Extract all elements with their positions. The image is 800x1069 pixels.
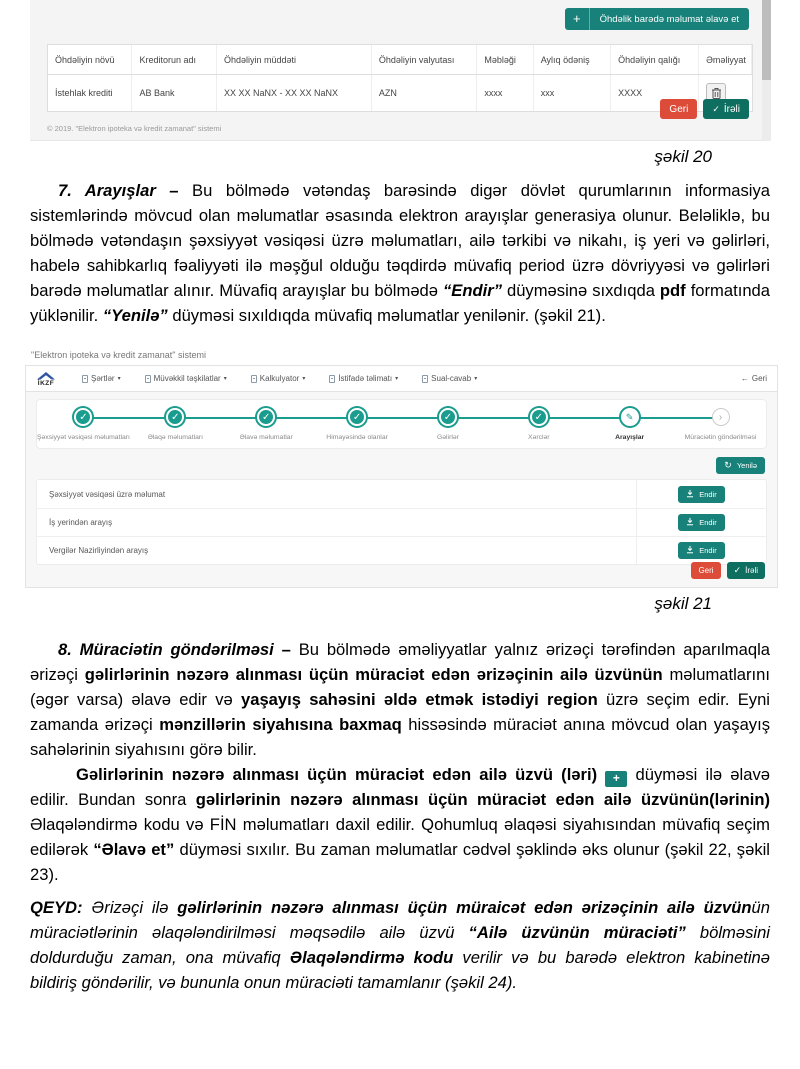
stepper-step <box>37 408 130 441</box>
column-header: Öhdəliyin müddəti <box>217 45 372 74</box>
add-obligation-button[interactable] <box>565 8 749 30</box>
check-icon[interactable]: ✓ <box>530 408 548 426</box>
document-icon <box>251 375 257 383</box>
paragraph-8-continued <box>30 762 770 887</box>
check-icon[interactable]: ✓ <box>348 408 366 426</box>
logo-text: İKZF <box>37 379 55 387</box>
step-label: Şəxsiyyət vəsiqəsi məlumatları <box>37 434 130 441</box>
figure20-actions <box>660 99 749 119</box>
documents-card <box>36 479 767 565</box>
figure21-body <box>25 392 778 588</box>
column-header: Kreditorun adı <box>132 45 216 74</box>
text-segment: Əlaqələndirmə kodu və FİN məlumatları daxil edilir. Qohumluq əlaqəsi siyahısından müvafiq seçim edilərək <box>30 815 770 859</box>
back-button[interactable]: Geri <box>660 99 697 119</box>
obligations-table <box>47 44 753 112</box>
caret-down-icon: ▾ <box>302 376 306 382</box>
window-title: "Elektron ipoteka və kredit zamanat" sistemi <box>31 350 206 360</box>
figure21-caption: şəkil 21 <box>654 594 712 613</box>
document-icon <box>329 375 335 383</box>
paragraph-8 <box>30 637 770 762</box>
next-label: İrəli <box>745 566 758 575</box>
text-segment: “Əlavə et” <box>93 840 175 859</box>
pencil-icon[interactable]: ✎ <box>621 408 639 426</box>
column-header: Məbləği <box>477 45 533 74</box>
nav-menu-item[interactable]: Müvəkkil təşkilatlar ▾ <box>145 374 227 383</box>
document-label: Vergilər Nazirliyindən arayış <box>49 546 149 555</box>
scrollbar-thumb[interactable] <box>762 0 771 80</box>
refresh-icon: ↻ <box>724 460 732 470</box>
table-cell: XX XX NaNX - XX XX NaNX <box>217 75 372 111</box>
next-label: İrəli <box>723 103 740 115</box>
paragraph-7 <box>30 178 770 328</box>
document-action-cell <box>636 537 766 564</box>
check-icon: ✓ <box>733 565 742 575</box>
download-icon <box>686 545 694 556</box>
caret-down-icon: ▾ <box>474 376 478 382</box>
document-icon <box>82 375 88 383</box>
step-label: Müraciətin göndərilməsi <box>684 434 757 441</box>
stepper-step <box>221 408 312 441</box>
text-segment: 7. Arayışlar <box>58 181 170 200</box>
table-header-row <box>48 45 752 75</box>
text-segment: gəlirlərinin nəzərə alınması üçün müraciət edən ailə üzvünün(lərinin) <box>195 790 770 809</box>
roof-icon <box>36 371 56 380</box>
text-segment: üzrə seçim edir. Eyni zamanda ərizəçi <box>30 690 770 734</box>
check-icon[interactable]: ✓ <box>257 408 275 426</box>
refresh-label: Yenilə <box>736 461 757 470</box>
caret-down-icon: ▾ <box>117 376 121 382</box>
text-segment: gəlirlərinin nəzərə alınması üçün müraciət edən ərizəçinin ailə üzvünün <box>84 665 663 684</box>
download-button[interactable]: Endir <box>678 514 725 531</box>
refresh-button[interactable] <box>716 457 765 474</box>
text-segment: “Ailə üzvünün müraciəti” <box>468 923 686 942</box>
nav-back-label: Geri <box>751 374 767 383</box>
document-row <box>37 536 766 564</box>
text-segment: düyməsi sıxılır. Bu zaman məlumatlar cədvəl şəklində əks olunur (şəkil 22, şəkil 23). <box>30 840 770 884</box>
text-segment: Bu bölmədə vətəndaş barəsində digər dövlət qurumlarının informasiya sistemlərində mövcud olan məlumatlar əsasında elektron arayışlar generasiya olunur. Beləliklə, bu bölmədə vətəndaşın şəxsiyyət vəsiqəsi üzrə məlumatları, ailə tərkibi və nikahı, iş yeri və gəlirləri, habelə sahibkarlıq fəaliyyəti ilə məşğul olduğu təqdirdə müvafiq period üzrə dövriyyəsi və gəlirləri barədə məlumatlar alınır. Müvafiq arayışlar bu bölmədə <box>30 181 771 300</box>
text-segment: “Endir” <box>442 281 502 300</box>
text-segment: Əlaqələndirmə kodu <box>289 948 454 967</box>
check-icon[interactable]: ✓ <box>166 408 184 426</box>
download-icon <box>686 517 694 528</box>
step-label: Əlaqə məlumatları <box>147 434 204 441</box>
document-action-cell <box>636 509 766 536</box>
document-label: Şəxsiyyət vəsiqəsi üzrə məlumat <box>49 489 166 499</box>
document-icon <box>422 375 428 383</box>
copyright-text: © 2019. "Elektron ipoteka və kredit zamanat" sistemi <box>47 124 222 133</box>
nav-menu-item[interactable]: Kalkulyator ▾ <box>251 374 306 383</box>
arrow-left-icon: ← <box>740 374 749 383</box>
document-row <box>37 508 766 536</box>
download-button[interactable]: Endir <box>678 542 725 559</box>
text-segment: formatında yüklənilir. <box>30 281 771 325</box>
download-button[interactable]: Endir <box>678 486 725 503</box>
note-paragraph <box>30 895 770 995</box>
table-cell: XXXX <box>611 75 699 111</box>
check-icon[interactable]: ✓ <box>74 408 92 426</box>
progress-stepper <box>36 399 767 449</box>
text-segment: Gəlirlərinin nəzərə alınması üçün müraciət edən ailə üzvü (ləri) <box>76 765 606 784</box>
stepper-step <box>493 408 584 441</box>
document-icon <box>145 375 151 383</box>
plus-icon: + <box>565 8 590 30</box>
text-segment: – <box>169 181 193 200</box>
stepper-step <box>312 408 403 441</box>
nav-menu-item[interactable]: Sual-cavab ▾ <box>422 374 477 383</box>
text-segment: yaşayış sahəsini əldə etmək istədiyi region <box>240 690 598 709</box>
text-segment: verilir və bu barədə elektron kabinetinə bildiriş göndərilir, və bununla onun müraciəti tamamlanır (şəkil 24). <box>30 948 770 992</box>
column-header: Aylıq ödəniş <box>534 45 611 74</box>
text-segment: 8. Müraciətin göndərilməsi <box>58 640 282 659</box>
chevron-right-icon[interactable]: › <box>712 408 730 426</box>
scrollbar-track[interactable] <box>762 0 771 141</box>
text-segment: düyməsi ilə əlavə edilir. Bundan sonra <box>30 765 770 809</box>
column-header: Öhdəliyin valyutası <box>372 45 478 74</box>
column-header: Öhdəliyin növü <box>48 45 132 74</box>
table-cell: AZN <box>372 75 478 111</box>
document-label: İş yerindən arayış <box>49 518 113 527</box>
column-header: Əməliyyat <box>699 45 752 74</box>
stepper-step <box>584 408 675 441</box>
stepper-step <box>130 408 221 441</box>
trash-icon <box>711 87 722 100</box>
step-label: Əlavə məlumatlar <box>239 434 293 441</box>
text-segment: mənzillərin siyahısına baxmaq <box>159 715 402 734</box>
text-segment: məlumatlarını (əgər varsa) əlavə edir və <box>30 665 770 709</box>
figure20-screenshot <box>30 0 771 141</box>
download-icon <box>686 489 694 500</box>
table-cell: xxxx <box>477 75 533 111</box>
check-icon: ✓ <box>712 103 720 114</box>
text-segment: düyməsinə sıxdıqda <box>502 281 660 300</box>
inline-add-family-member-button[interactable]: + <box>605 771 627 787</box>
back-button[interactable]: Geri <box>691 562 720 579</box>
step-label: Xərclər <box>528 434 550 441</box>
step-label: Arayışlar <box>615 434 645 441</box>
caret-down-icon: ▾ <box>395 376 399 382</box>
table-cell: İstehlak krediti <box>48 75 132 111</box>
text-segment: hissəsində müraciət anına mövcud olan yaşayış sahələrinin siyahısını görə bilir. <box>30 715 770 759</box>
next-button[interactable] <box>703 99 749 119</box>
figure20-caption: şəkil 20 <box>654 147 712 166</box>
text-segment: Ərizəçi ilə <box>91 898 178 917</box>
figure21-screenshot <box>25 347 778 587</box>
refresh-row <box>36 457 765 474</box>
document-action-cell <box>636 480 766 508</box>
text-segment: QEYD: <box>30 898 92 917</box>
nav-back-link[interactable] <box>741 374 767 383</box>
step-label: Himayəsində olanlar <box>326 434 388 441</box>
text-segment: gəlirlərinin nəzərə alınması üçün müraicət edən ərizəçinin ailə üzvün <box>177 898 752 917</box>
text-segment: – <box>281 640 299 659</box>
next-button[interactable] <box>727 562 765 579</box>
ikzf-logo[interactable] <box>36 371 56 387</box>
add-obligation-label: Öhdəlik barədə məlumat əlavə et <box>599 13 739 25</box>
nav-menu-item[interactable]: İstifadə təlimatı ▾ <box>329 374 398 383</box>
text-segment: Bu bölmədə əməliyyatlar yalnız ərizəçi tərəfindən aparılmaqla ərizəçi <box>30 640 770 684</box>
column-header: Öhdəliyin qalığı <box>611 45 699 74</box>
nav-menu-item[interactable]: Şərtlər ▾ <box>82 374 121 383</box>
table-cell: AB Bank <box>132 75 216 111</box>
table-cell: xxx <box>534 75 611 111</box>
text-segment: ün müraciətlərinin əlaqələndirilməsi məqsədilə ailə üzvü <box>30 898 770 942</box>
text-segment: pdf <box>659 281 686 300</box>
stepper-step <box>403 408 494 441</box>
text-segment: düyməsi sıxıldıqda müvafiq məlumatlar yenilənir. (şəkil 21). <box>167 306 606 325</box>
table-row <box>48 75 752 111</box>
step-label: Gəlirlər <box>436 434 459 441</box>
check-icon[interactable]: ✓ <box>439 408 457 426</box>
stepper-step <box>675 408 766 441</box>
navbar <box>25 365 778 392</box>
caret-down-icon: ▾ <box>223 376 227 382</box>
text-segment: bölməsini doldurduğu zaman, ona müvafiq <box>30 923 770 967</box>
document-row <box>37 480 766 508</box>
figure21-actions <box>691 562 765 579</box>
text-segment: “Yenilə” <box>102 306 168 325</box>
